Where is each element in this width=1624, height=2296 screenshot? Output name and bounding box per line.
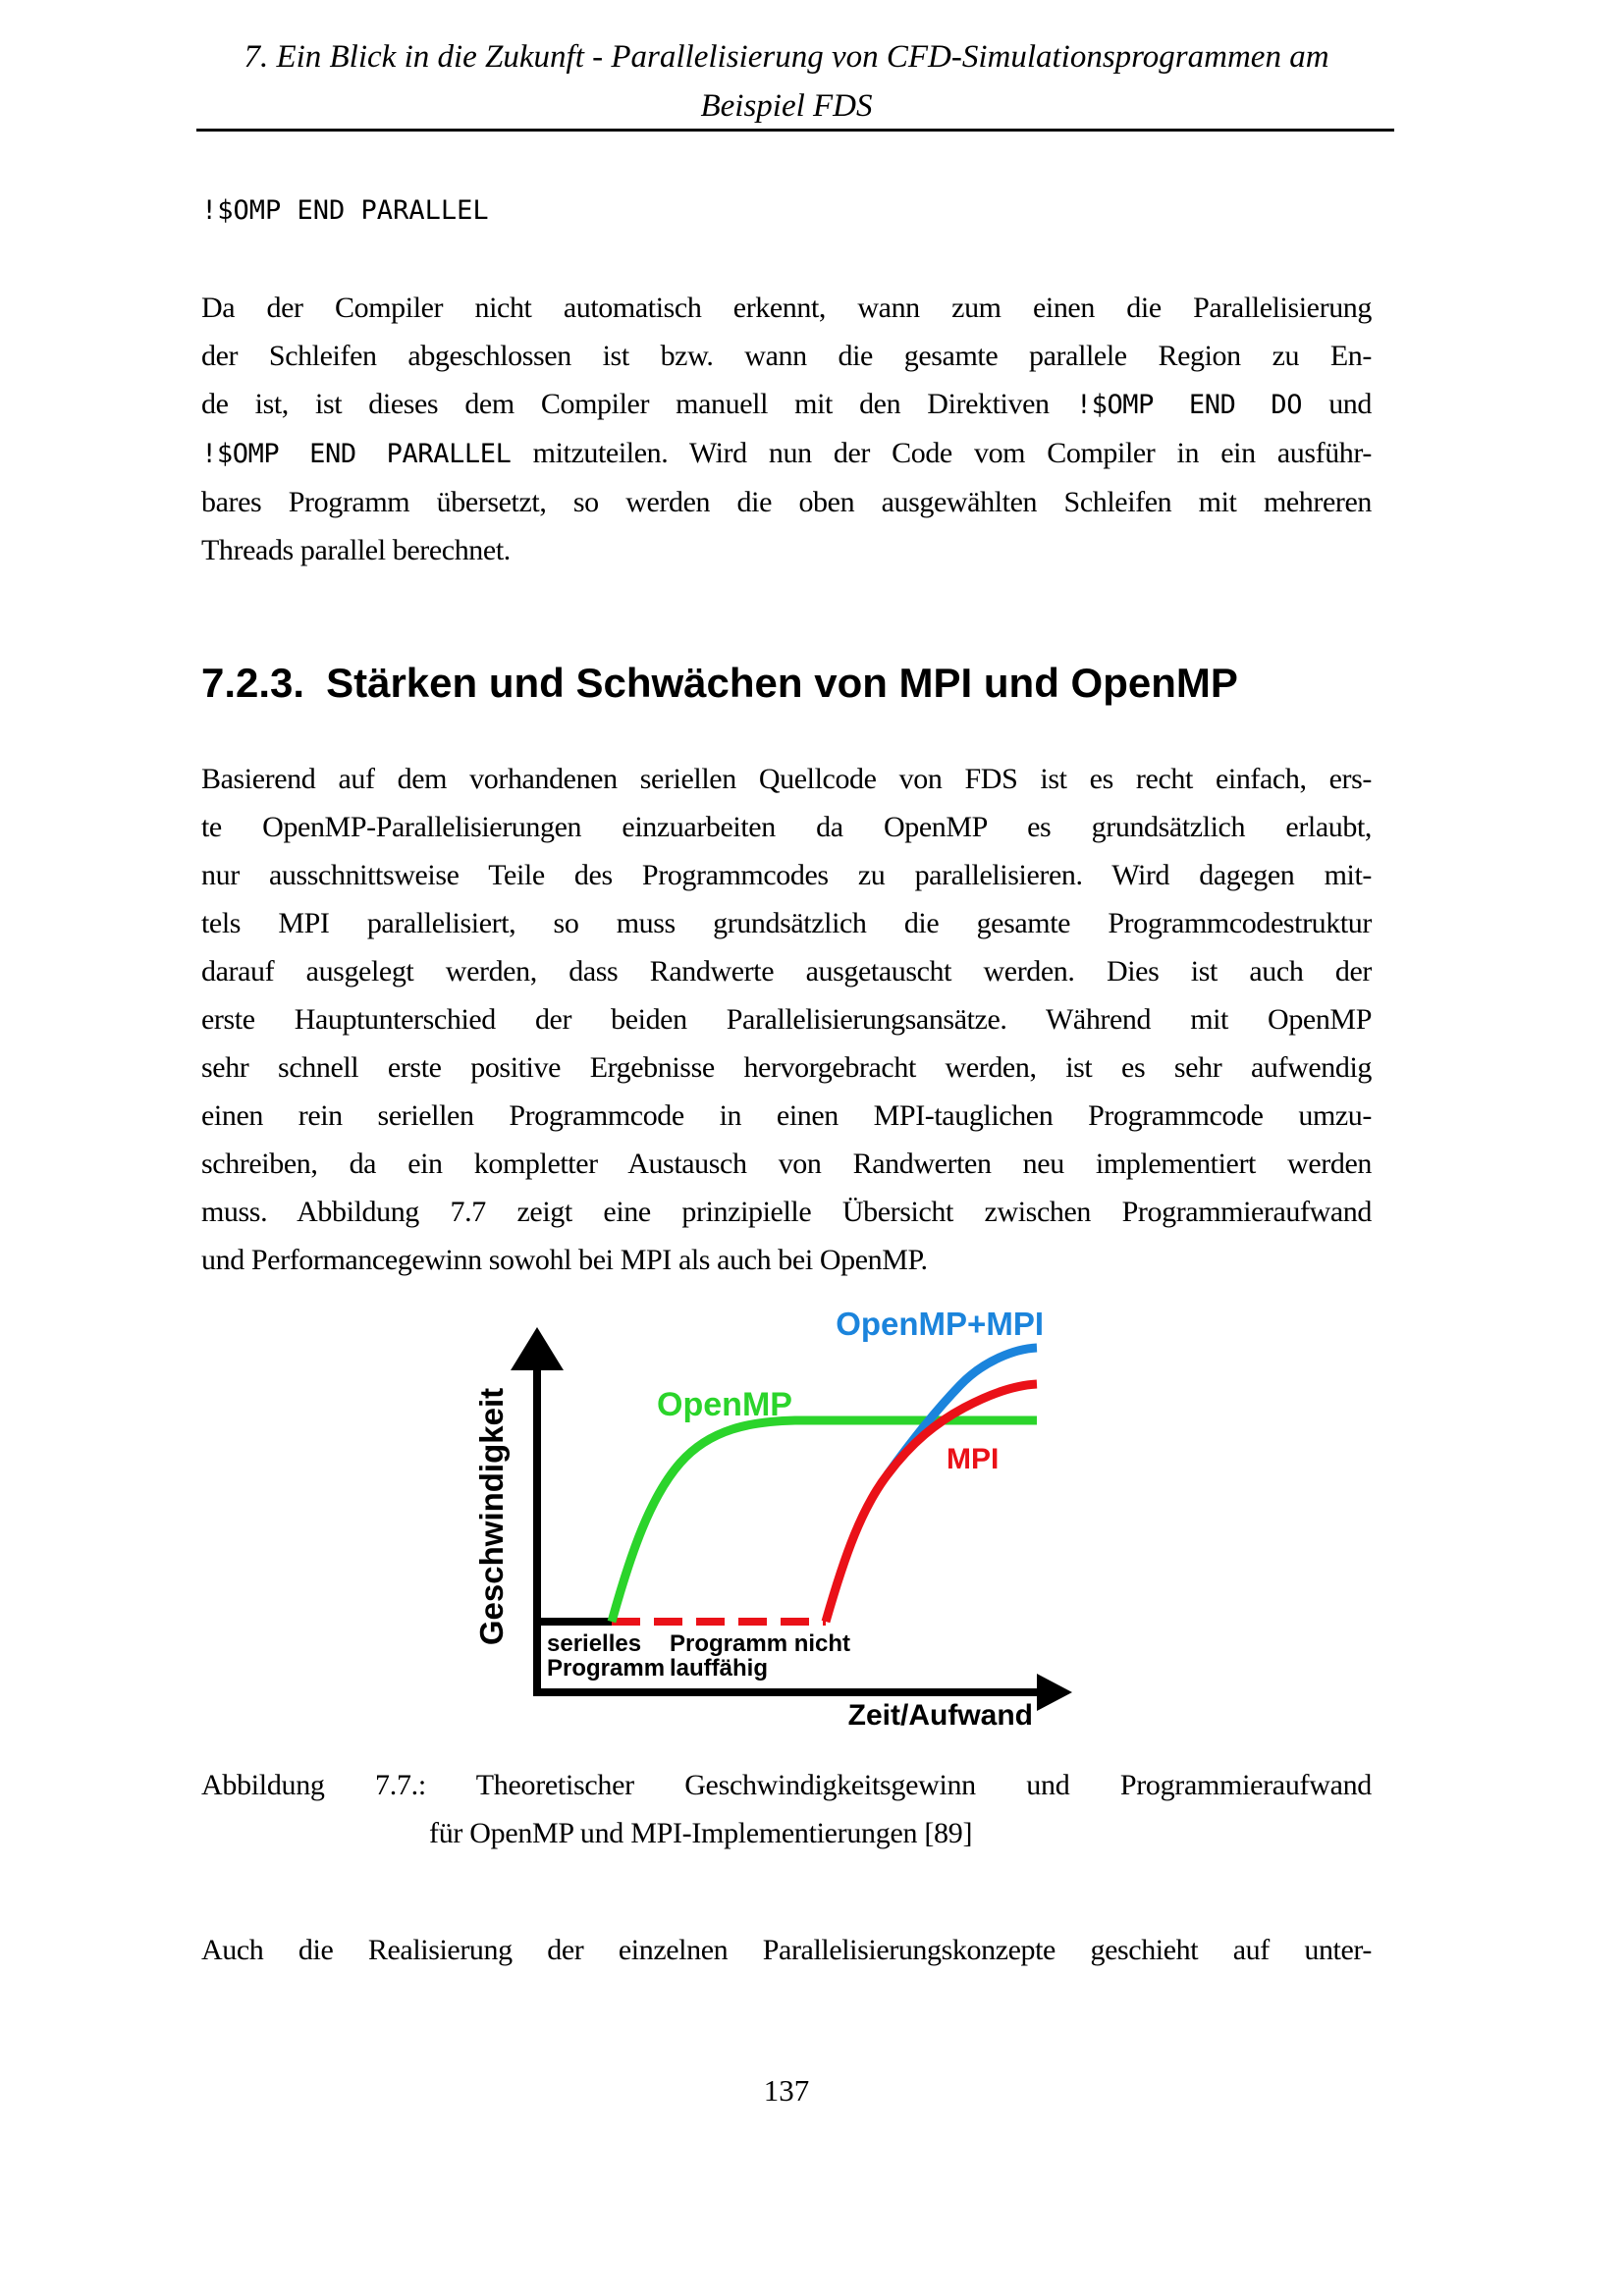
caption-line1: Abbildung 7.7.: Theoretischer Geschwindigkeitsgewinn und Programmieraufwand (201, 1769, 1372, 1801)
section-heading (201, 660, 1238, 707)
text-line (201, 429, 1372, 478)
figure-7-7 (461, 1306, 1110, 1767)
text-segment: und (1302, 388, 1372, 420)
text-line: und Performancegewinn sowohl bei MPI als auch bei OpenMP. (201, 1244, 928, 1276)
text-line: der Schleifen abgeschlossen ist bzw. wann die gesamte parallele Region zu En- (201, 340, 1372, 372)
text-segment: mitzuteilen. Wird nun der Code vom Compiler in ein ausführ- (511, 437, 1372, 469)
paragraph-1 (201, 284, 1372, 574)
figure-caption (201, 1761, 1372, 1857)
text-line: einen rein seriellen Programmcode in einen MPI-tauglichen Programmcode umzu- (201, 1099, 1372, 1132)
label-serial-2: Programm (547, 1655, 666, 1682)
label-mpi: MPI (947, 1443, 1000, 1475)
text-line: tels MPI parallelisiert, so muss grundsätzlich die gesamte Programmcodestruktur (201, 907, 1372, 939)
label-serial-1: serielles (547, 1630, 642, 1657)
caption-line2: für OpenMP und MPI-Implementierungen [89] (429, 1817, 973, 1849)
paragraph-3 (201, 1926, 1372, 1974)
inline-code: !$OMP END DO (1075, 390, 1303, 420)
text-line (201, 380, 1372, 429)
section-number: 7.2.3. (201, 660, 305, 706)
text-line: bares Programm übersetzt, so werden die oben ausgewählten Schleifen mit mehreren (201, 486, 1372, 518)
text-line: muss. Abbildung 7.7 zeigt eine prinzipielle Übersicht zwischen Programmieraufwand (201, 1196, 1372, 1228)
label-notrun-1: Programm nicht (670, 1630, 851, 1657)
y-axis-arrowhead-icon (511, 1327, 564, 1370)
text-line: Auch die Realisierung der einzelnen Parallelisierungskonzepte geschieht auf unter- (201, 1934, 1372, 1966)
y-axis-label: Geschwindigkeit (473, 1387, 510, 1646)
text-line: schreiben, da ein kompletter Austausch von Randwerten neu implementiert werden (201, 1148, 1372, 1180)
text-line: te OpenMP-Parallelisierungen einzuarbeiten da OpenMP es grundsätzlich erlaubt, (201, 811, 1372, 843)
text-line: darauf ausgelegt werden, dass Randwerte ausgetauscht werden. Dies ist auch der (201, 955, 1372, 988)
text-segment: de ist, ist dieses dem Compiler manuell mit den Direktiven (201, 388, 1076, 420)
label-notrun-2: lauffähig (670, 1655, 768, 1682)
x-axis-label: Zeit/Aufwand (847, 1699, 1033, 1732)
running-head-line2: Beispiel FDS (700, 88, 873, 124)
inline-code: !$OMP END PARALLEL (201, 439, 512, 469)
label-openmp: OpenMP (657, 1386, 792, 1423)
page-number: 137 (763, 2073, 810, 2108)
text-line: sehr schnell erste positive Ergebnisse hervorgebracht werden, ist es sehr aufwendig (201, 1051, 1372, 1084)
code-line: !$OMP END PARALLEL (201, 195, 489, 226)
running-head-line1: 7. Ein Blick in die Zukunft - Parallelisierung von CFD-Simulationsprogrammen am (244, 39, 1329, 75)
paragraph-2 (201, 755, 1372, 1284)
text-line: nur ausschnittsweise Teile des Programmcodes zu parallelisieren. Wird dagegen mit- (201, 859, 1372, 891)
text-line: erste Hauptunterschied der beiden Parallelisierungsansätze. Während mit OpenMP (201, 1003, 1372, 1036)
section-title: Stärken und Schwächen von MPI und OpenMP (326, 660, 1238, 706)
text-line: Da der Compiler nicht automatisch erkennt, wann zum einen die Parallelisierung (201, 292, 1372, 324)
running-head (201, 32, 1372, 131)
x-axis-arrowhead-icon (1037, 1674, 1072, 1711)
header-rule (196, 129, 1394, 132)
text-line: Threads parallel berechnet. (201, 534, 511, 566)
text-line: Basierend auf dem vorhandenen seriellen Quellcode von FDS ist es recht einfach, ers- (201, 763, 1372, 795)
label-openmp-mpi: OpenMP+MPI (836, 1306, 1044, 1342)
